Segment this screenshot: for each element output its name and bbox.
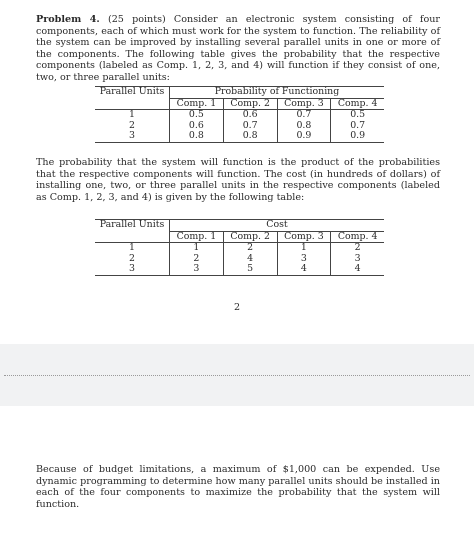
units-cell: 1 <box>129 109 135 121</box>
cost-intro-paragraph: The probability that the system will function is the product of the probabilities that the respective components will function. The cost (in hundreds of dollars) of installing one, two, or three parallel units in the respective components (labeled as Comp. 1, 2, 3, and 4) is given by the following table: <box>36 157 440 203</box>
cost-table-group-header: Cost <box>170 220 385 232</box>
budget-paragraph: Because of budget limitations, a maximum of $1,000 can be expended. Use dynamic programming to determine how many parallel units should be installed in each of the four components to maximize the probability that the system will function. <box>36 464 440 510</box>
table-row <box>95 110 384 121</box>
cost-cell: 5 <box>223 264 277 275</box>
units-cell: 3 <box>95 264 170 275</box>
cost-cell: 3 <box>170 264 224 275</box>
cost-cell: 4 <box>331 264 384 275</box>
problem-label: Problem 4. <box>36 14 100 25</box>
prob-col-header: Comp. 4 <box>331 98 384 110</box>
prob-cell: 0.9 <box>277 131 331 142</box>
cost-table <box>95 219 384 276</box>
table-row <box>95 131 384 142</box>
prob-col-header: Comp. 1 <box>170 98 224 110</box>
problem-intro-paragraph <box>36 14 440 84</box>
prob-cell: 0.9 <box>331 131 384 142</box>
page-break-gap <box>0 344 474 406</box>
cost-col-header: Comp. 3 <box>277 231 331 243</box>
cost-cell: 1 <box>170 243 224 254</box>
prob-table-group-header: Probability of Functioning <box>170 87 385 99</box>
units-cell: 2 <box>129 252 135 264</box>
prob-table-row-header: Parallel Units <box>95 87 170 99</box>
prob-cell: 0.7 <box>223 121 277 132</box>
prob-col-header: Comp. 2 <box>223 98 277 110</box>
problem-intro-text: (25 points) Consider an electronic system consisting of four components, each of which must work for the system to function. The reliability of the system can be improved by installing several parallel units in one or more of the components. The following table gives the probability that the respective components (labeled as Comp. 1, 2, 3, and 4) will function if they consist of one, two, or three parallel units: <box>36 14 440 83</box>
cost-cell: 2 <box>331 243 384 254</box>
units-cell: 2 <box>129 119 135 131</box>
prob-cell: 0.5 <box>170 110 224 121</box>
cost-table-row-header: Parallel Units <box>95 220 170 232</box>
prob-cell: 0.7 <box>331 121 384 132</box>
cost-cell: 4 <box>277 264 331 275</box>
cost-col-header: Comp. 1 <box>170 231 224 243</box>
cost-col-header: Comp. 4 <box>331 231 384 243</box>
cost-cell: 1 <box>277 243 331 254</box>
page-break-divider <box>4 375 470 376</box>
cost-cell: 3 <box>331 254 384 265</box>
prob-cell: 0.7 <box>277 110 331 121</box>
units-cell: 1 <box>129 242 135 254</box>
prob-cell: 0.6 <box>223 110 277 121</box>
cost-col-header: Comp. 2 <box>223 231 277 243</box>
prob-col-header: Comp. 3 <box>277 98 331 110</box>
probability-table <box>95 86 384 143</box>
table-row <box>95 121 384 132</box>
prob-cell: 0.8 <box>277 121 331 132</box>
cost-cell: 2 <box>223 243 277 254</box>
table-row <box>95 264 384 275</box>
table-row <box>95 254 384 265</box>
prob-cell: 0.8 <box>223 131 277 142</box>
table-row <box>95 243 384 254</box>
prob-cell: 0.8 <box>170 131 224 142</box>
prob-cell: 0.5 <box>331 110 384 121</box>
cost-cell: 3 <box>277 254 331 265</box>
prob-cell: 0.6 <box>170 121 224 132</box>
cost-cell: 2 <box>170 254 224 265</box>
cost-cell: 4 <box>223 254 277 265</box>
units-cell: 3 <box>95 131 170 142</box>
page-number: 2 <box>233 302 241 313</box>
